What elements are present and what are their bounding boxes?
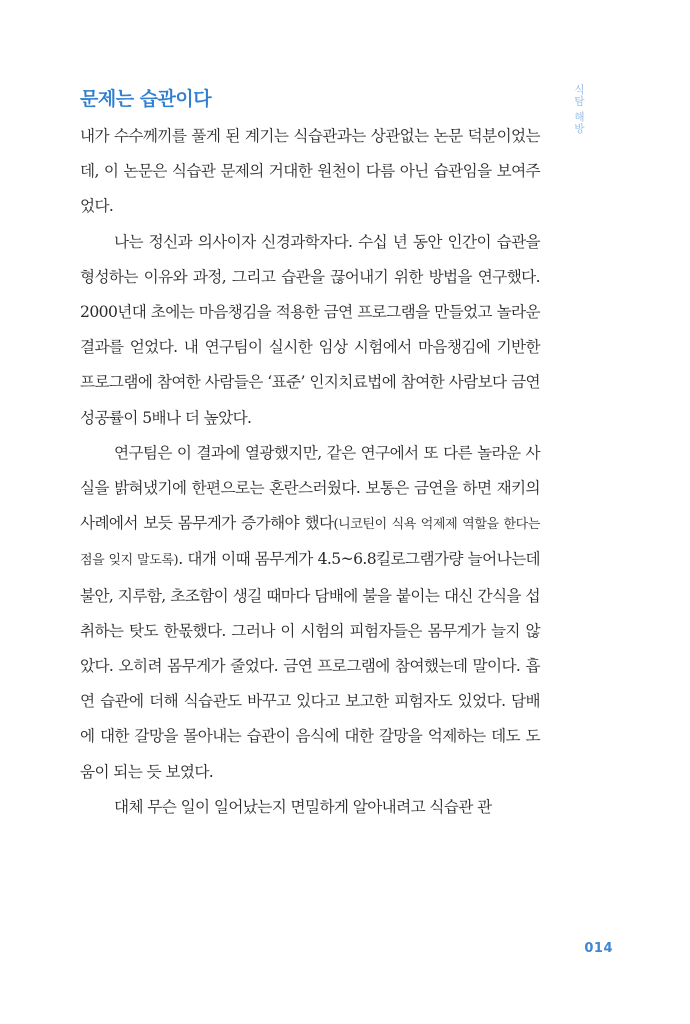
section-heading: 문제는 습관이다 bbox=[80, 88, 212, 110]
body-text bbox=[80, 119, 540, 825]
paragraph-4: 대체 무슨 일이 일어났는지 면밀하게 알아내려고 식습관 관 bbox=[114, 797, 492, 816]
parenthetical-note: (니코틴이 식욕 억제제 역할을 한다는 점을 잊지 말도록) bbox=[80, 517, 540, 569]
paragraph-3 bbox=[80, 436, 540, 790]
running-header: 식탐 해방 bbox=[573, 84, 585, 135]
page-number: 014 bbox=[584, 941, 613, 956]
paragraph-3-part-2: . 대개 이때 몸무게가 4.5~6.8킬로그램가량 늘어나는데 불안, 지루함, 초조함이 생길 때마다 담배에 불을 붙이는 대신 간식을 섭취하는 탓도 한몫했다. 그러나 이 시험의 피험자들은 몸무게가 늘지 않았다. 오히려 몸무게가 줄었다. 금연 프로그램에 참여했는데 말이다. 흡연 습관에 더해 식습관도 바꾸고 있다고 보고한 피험자도 있었다. 담배에 대한 갈망을 몰아내는 습관이 음식에 대한 갈망을 억제하는 데도 도움이 되는 듯 보였다. bbox=[80, 550, 540, 781]
paragraph-3-part-1: 연구팀은 이 결과에 열광했지만, 같은 연구에서 또 다른 놀라운 사실을 밝혀냈기에 한편으로는 혼란스러웠다. 보통은 금연을 하면 재키의 사례에서 보듯 몸무게가 증가해야 했다 bbox=[80, 443, 540, 533]
paragraph-1: 내가 수수께끼를 풀게 된 계기는 식습관과는 상관없는 논문 덕분이었는데, 이 논문은 식습관 문제의 거대한 원천이 다름 아닌 습관임을 보여주었다. bbox=[80, 127, 540, 216]
paragraph-2: 나는 정신과 의사이자 신경과학자다. 수십 년 동안 인간이 습관을 형성하는 이유와 과정, 그리고 습관을 끊어내기 위한 방법을 연구했다. 2000년대 초에는 마음챙김을 적용한 금연 프로그램을 만들었고 놀라운 결과를 얻었다. 내 연구팀이 실시한 임상 시험에서 마음챙김에 기반한 프로그램에 참여한 사람들은 ‘표준’ 인지치료법에 참여한 사람보다 금연 성공률이 5배나 더 높았다. bbox=[80, 232, 540, 427]
